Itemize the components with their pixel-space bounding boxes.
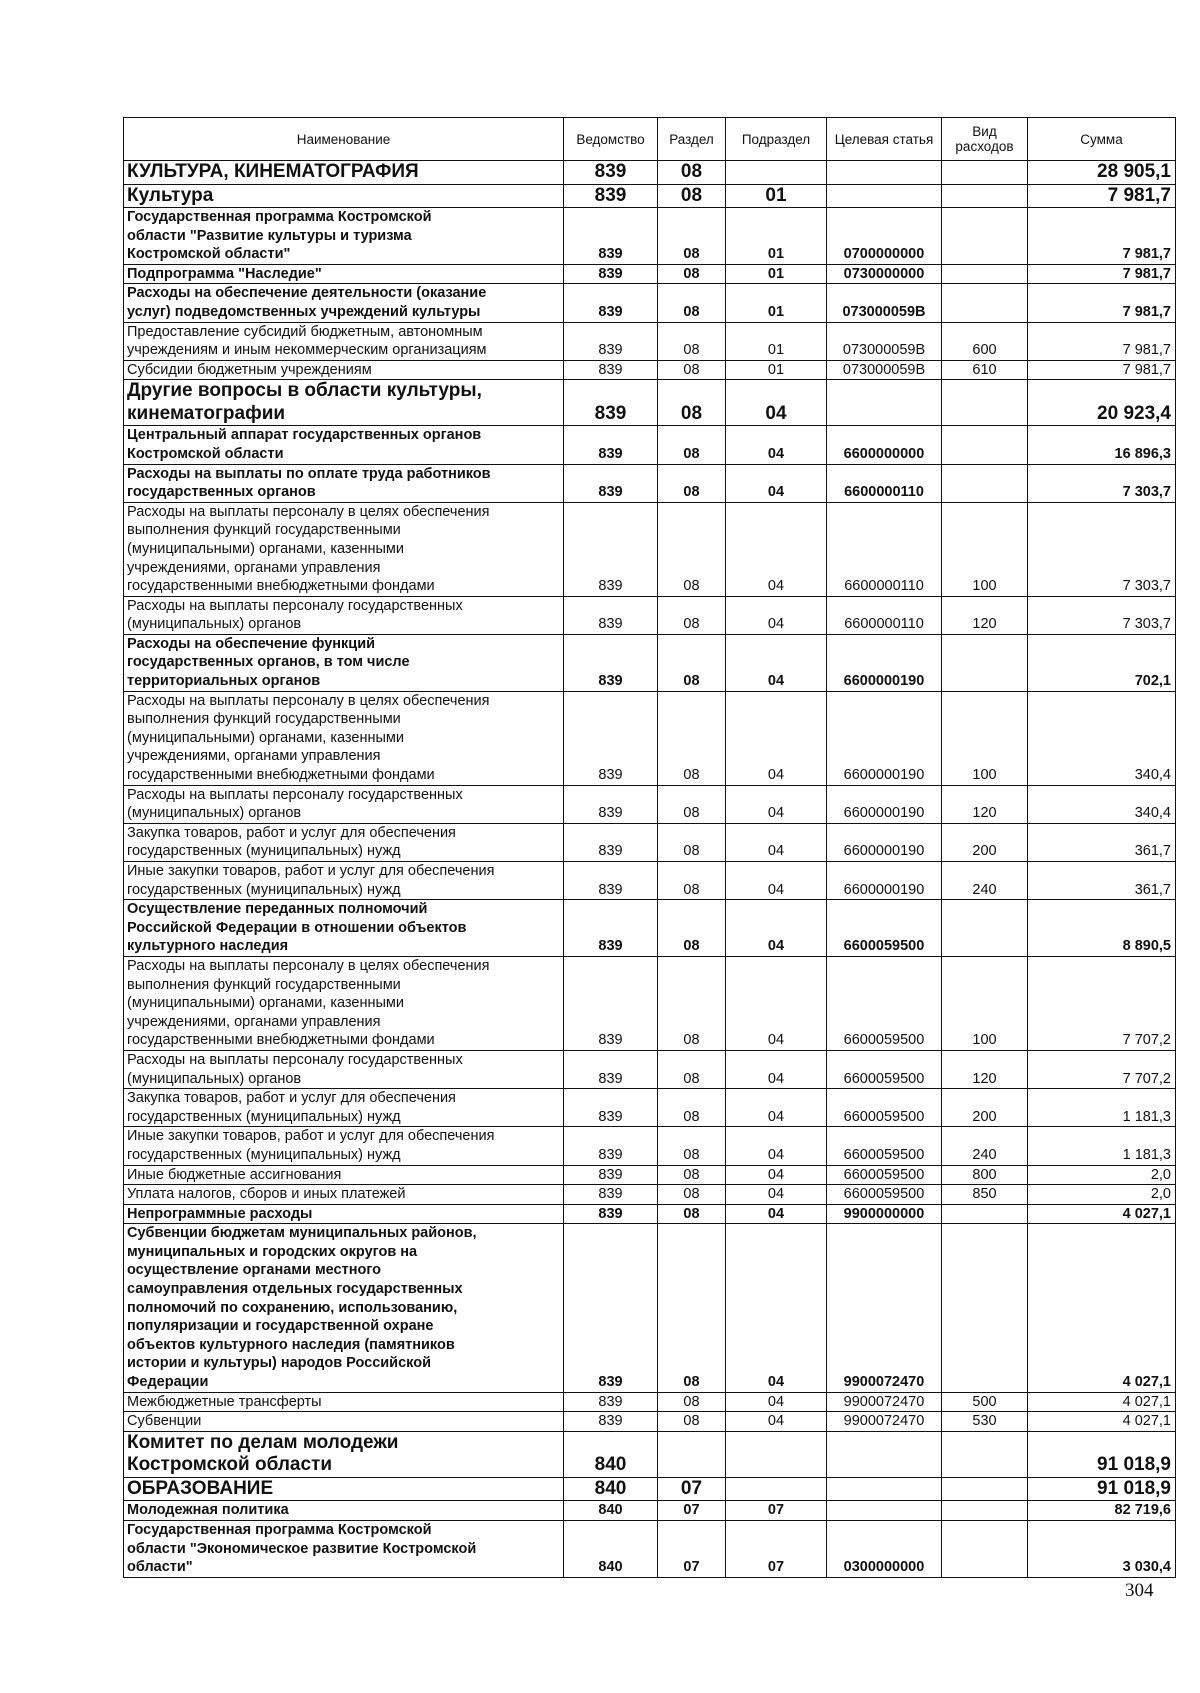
row-podrazdel: 04 bbox=[726, 464, 827, 502]
row-name: Расходы на выплаты персоналу государственных (муниципальных) органов bbox=[124, 785, 564, 823]
row-celevaya-statya: 0730000000 bbox=[827, 264, 942, 284]
row-summa: 340,4 bbox=[1028, 785, 1176, 823]
row-podrazdel: 04 bbox=[726, 1089, 827, 1127]
row-celevaya-statya: 073000059В bbox=[827, 322, 942, 360]
row-vedomstvo: 839 bbox=[564, 1050, 658, 1088]
row-name: Подпрограмма "Наследие" bbox=[124, 264, 564, 284]
row-vedomstvo: 839 bbox=[564, 360, 658, 380]
row-vid-raskhodov: 120 bbox=[942, 1050, 1028, 1088]
table-row bbox=[124, 1127, 1176, 1165]
row-vedomstvo: 840 bbox=[564, 1501, 658, 1521]
budget-table bbox=[123, 117, 1176, 1578]
row-razdel: 08 bbox=[658, 426, 726, 464]
row-podrazdel: 07 bbox=[726, 1520, 827, 1577]
row-name: Закупка товаров, работ и услуг для обеспечения государственных (муниципальных) нужд bbox=[124, 1089, 564, 1127]
row-podrazdel: 04 bbox=[726, 1204, 827, 1224]
table-row bbox=[124, 1165, 1176, 1185]
row-summa: 702,1 bbox=[1028, 634, 1176, 691]
table-row bbox=[124, 264, 1176, 284]
row-celevaya-statya: 6600059500 bbox=[827, 1165, 942, 1185]
row-vedomstvo: 839 bbox=[564, 1089, 658, 1127]
row-vid-raskhodov: 240 bbox=[942, 1127, 1028, 1165]
row-podrazdel: 04 bbox=[726, 900, 827, 957]
table-row bbox=[124, 426, 1176, 464]
row-vid-raskhodov: 240 bbox=[942, 862, 1028, 900]
table-row bbox=[124, 1050, 1176, 1088]
row-summa: 4 027,1 bbox=[1028, 1412, 1176, 1432]
row-name: КУЛЬТУРА, КИНЕМАТОГРАФИЯ bbox=[124, 161, 564, 185]
row-vedomstvo: 839 bbox=[564, 596, 658, 634]
row-summa: 8 890,5 bbox=[1028, 900, 1176, 957]
row-vid-raskhodov: 850 bbox=[942, 1185, 1028, 1205]
row-razdel: 08 bbox=[658, 691, 726, 785]
row-celevaya-statya: 6600059500 bbox=[827, 1185, 942, 1205]
row-vedomstvo: 839 bbox=[564, 956, 658, 1050]
row-name: Расходы на выплаты персоналу государственных (муниципальных) органов bbox=[124, 1050, 564, 1088]
row-podrazdel: 04 bbox=[726, 1165, 827, 1185]
row-razdel: 08 bbox=[658, 785, 726, 823]
row-celevaya-statya: 6600000110 bbox=[827, 464, 942, 502]
row-vid-raskhodov bbox=[942, 426, 1028, 464]
row-razdel: 08 bbox=[658, 161, 726, 185]
row-name: Предоставление субсидий бюджетным, автономным учреждениям и иным некоммерческим организациям bbox=[124, 322, 564, 360]
row-podrazdel: 04 bbox=[726, 596, 827, 634]
row-summa: 7 303,7 bbox=[1028, 502, 1176, 596]
row-razdel: 08 bbox=[658, 502, 726, 596]
row-vid-raskhodov: 100 bbox=[942, 691, 1028, 785]
row-celevaya-statya: 073000059В bbox=[827, 360, 942, 380]
row-celevaya-statya: 6600059500 bbox=[827, 1050, 942, 1088]
header-podrazdel: Подраздел bbox=[726, 118, 827, 161]
row-vid-raskhodov: 120 bbox=[942, 596, 1028, 634]
header-name: Наименование bbox=[124, 118, 564, 161]
row-name: Субсидии бюджетным учреждениям bbox=[124, 360, 564, 380]
table-header-row bbox=[124, 118, 1176, 161]
row-podrazdel: 01 bbox=[726, 264, 827, 284]
row-name: Расходы на выплаты персоналу в целях обеспечения выполнения функций государственными (муниципальными) органами, казенными учреждениями, органами управления государственными внебюджетными фондами bbox=[124, 691, 564, 785]
row-celevaya-statya: 6600000190 bbox=[827, 634, 942, 691]
row-summa: 4 027,1 bbox=[1028, 1204, 1176, 1224]
row-razdel: 08 bbox=[658, 1185, 726, 1205]
header-celevaya-statya: Целевая статья bbox=[827, 118, 942, 161]
row-razdel: 08 bbox=[658, 1412, 726, 1432]
table-row bbox=[124, 1501, 1176, 1521]
table-row bbox=[124, 691, 1176, 785]
row-summa: 4 027,1 bbox=[1028, 1392, 1176, 1412]
row-name: Государственная программа Костромской области "Развитие культуры и туризма Костромской области" bbox=[124, 208, 564, 265]
row-vedomstvo: 839 bbox=[564, 1224, 658, 1392]
row-vid-raskhodov bbox=[942, 634, 1028, 691]
row-name: Расходы на выплаты персоналу государственных (муниципальных) органов bbox=[124, 596, 564, 634]
row-vid-raskhodov: 200 bbox=[942, 823, 1028, 861]
table-row bbox=[124, 161, 1176, 185]
row-razdel: 08 bbox=[658, 264, 726, 284]
row-podrazdel: 04 bbox=[726, 426, 827, 464]
header-vid-raskhodov: Вид расходов bbox=[942, 118, 1028, 161]
table-row bbox=[124, 634, 1176, 691]
table-row bbox=[124, 1185, 1176, 1205]
row-podrazdel: 04 bbox=[726, 691, 827, 785]
row-podrazdel: 01 bbox=[726, 322, 827, 360]
row-celevaya-statya: 6600059500 bbox=[827, 1127, 942, 1165]
table-row bbox=[124, 1392, 1176, 1412]
table-row bbox=[124, 464, 1176, 502]
row-vid-raskhodov bbox=[942, 208, 1028, 265]
row-summa: 2,0 bbox=[1028, 1165, 1176, 1185]
row-vid-raskhodov bbox=[942, 464, 1028, 502]
row-name: Иные бюджетные ассигнования bbox=[124, 1165, 564, 1185]
row-name: Осуществление переданных полномочий Российской Федерации в отношении объектов культурного наследия bbox=[124, 900, 564, 957]
row-razdel: 08 bbox=[658, 862, 726, 900]
row-summa: 7 981,7 bbox=[1028, 360, 1176, 380]
row-razdel bbox=[658, 1431, 726, 1477]
row-vedomstvo: 839 bbox=[564, 823, 658, 861]
row-vedomstvo: 839 bbox=[564, 426, 658, 464]
row-celevaya-statya: 073000059В bbox=[827, 284, 942, 322]
header-summa: Сумма bbox=[1028, 118, 1176, 161]
row-vedomstvo: 839 bbox=[564, 785, 658, 823]
row-summa: 7 981,7 bbox=[1028, 184, 1176, 208]
row-razdel: 08 bbox=[658, 1089, 726, 1127]
row-razdel: 08 bbox=[658, 1224, 726, 1392]
row-podrazdel: 04 bbox=[726, 634, 827, 691]
row-celevaya-statya: 9900072470 bbox=[827, 1392, 942, 1412]
row-podrazdel: 04 bbox=[726, 823, 827, 861]
row-celevaya-statya bbox=[827, 184, 942, 208]
table-row bbox=[124, 1431, 1176, 1477]
table-body bbox=[124, 161, 1176, 1578]
row-razdel: 08 bbox=[658, 1204, 726, 1224]
row-podrazdel bbox=[726, 161, 827, 185]
table-row bbox=[124, 1089, 1176, 1127]
row-summa: 28 905,1 bbox=[1028, 161, 1176, 185]
table-row bbox=[124, 322, 1176, 360]
row-vedomstvo: 839 bbox=[564, 161, 658, 185]
table-row bbox=[124, 284, 1176, 322]
row-razdel: 08 bbox=[658, 956, 726, 1050]
row-podrazdel: 01 bbox=[726, 284, 827, 322]
row-razdel: 08 bbox=[658, 1392, 726, 1412]
row-razdel: 07 bbox=[658, 1477, 726, 1501]
row-celevaya-statya bbox=[827, 380, 942, 426]
row-vid-raskhodov: 800 bbox=[942, 1165, 1028, 1185]
row-vedomstvo: 840 bbox=[564, 1431, 658, 1477]
row-summa: 91 018,9 bbox=[1028, 1477, 1176, 1501]
row-celevaya-statya: 0700000000 bbox=[827, 208, 942, 265]
row-summa: 20 923,4 bbox=[1028, 380, 1176, 426]
table-row bbox=[124, 785, 1176, 823]
row-vedomstvo: 839 bbox=[564, 1165, 658, 1185]
row-podrazdel: 01 bbox=[726, 360, 827, 380]
row-podrazdel: 04 bbox=[726, 956, 827, 1050]
row-razdel: 08 bbox=[658, 1127, 726, 1165]
row-razdel: 08 bbox=[658, 596, 726, 634]
row-vid-raskhodov bbox=[942, 1520, 1028, 1577]
row-podrazdel: 04 bbox=[726, 1127, 827, 1165]
row-summa: 7 707,2 bbox=[1028, 1050, 1176, 1088]
row-razdel: 08 bbox=[658, 634, 726, 691]
row-summa: 7 981,7 bbox=[1028, 322, 1176, 360]
table-row bbox=[124, 862, 1176, 900]
table-row bbox=[124, 1477, 1176, 1501]
row-name: Межбюджетные трансферты bbox=[124, 1392, 564, 1412]
row-name: Расходы на выплаты персоналу в целях обеспечения выполнения функций государственными (муниципальными) органами, казенными учреждениями, органами управления государственными внебюджетными фондами bbox=[124, 956, 564, 1050]
row-podrazdel: 01 bbox=[726, 184, 827, 208]
row-celevaya-statya: 6600000000 bbox=[827, 426, 942, 464]
row-vid-raskhodov: 200 bbox=[942, 1089, 1028, 1127]
row-celevaya-statya: 6600000190 bbox=[827, 823, 942, 861]
row-name: Непрограммные расходы bbox=[124, 1204, 564, 1224]
row-vedomstvo: 839 bbox=[564, 322, 658, 360]
row-summa: 82 719,6 bbox=[1028, 1501, 1176, 1521]
row-razdel: 08 bbox=[658, 184, 726, 208]
row-podrazdel: 04 bbox=[726, 1050, 827, 1088]
table-row bbox=[124, 1224, 1176, 1392]
table-row bbox=[124, 1204, 1176, 1224]
row-podrazdel: 04 bbox=[726, 862, 827, 900]
row-razdel: 08 bbox=[658, 823, 726, 861]
row-name: Субвенции бюджетам муниципальных районов, муниципальных и городских округов на осуществление органами местного самоуправления отдельных государственных полномочий по сохранению, использованию, популяризации и государственной охране объектов культурного наследия (памятников истории и культуры) народов Российской Федерации bbox=[124, 1224, 564, 1392]
row-vid-raskhodov bbox=[942, 1477, 1028, 1501]
row-name: Центральный аппарат государственных органов Костромской области bbox=[124, 426, 564, 464]
row-name: Молодежная политика bbox=[124, 1501, 564, 1521]
row-vid-raskhodov bbox=[942, 1501, 1028, 1521]
row-celevaya-statya: 6600059500 bbox=[827, 956, 942, 1050]
row-razdel: 07 bbox=[658, 1501, 726, 1521]
row-razdel: 08 bbox=[658, 380, 726, 426]
table-row bbox=[124, 208, 1176, 265]
row-vedomstvo: 839 bbox=[564, 464, 658, 502]
row-celevaya-statya: 6600059500 bbox=[827, 1089, 942, 1127]
row-vedomstvo: 839 bbox=[564, 208, 658, 265]
table-row bbox=[124, 596, 1176, 634]
header-razdel: Раздел bbox=[658, 118, 726, 161]
row-summa: 361,7 bbox=[1028, 823, 1176, 861]
row-podrazdel: 04 bbox=[726, 1412, 827, 1432]
row-summa: 7 303,7 bbox=[1028, 464, 1176, 502]
row-razdel: 08 bbox=[658, 1050, 726, 1088]
row-podrazdel: 04 bbox=[726, 380, 827, 426]
row-vedomstvo: 840 bbox=[564, 1477, 658, 1501]
row-summa: 3 030,4 bbox=[1028, 1520, 1176, 1577]
row-vid-raskhodov bbox=[942, 184, 1028, 208]
table-row bbox=[124, 380, 1176, 426]
row-razdel: 08 bbox=[658, 464, 726, 502]
row-celevaya-statya bbox=[827, 1477, 942, 1501]
row-vid-raskhodov bbox=[942, 380, 1028, 426]
row-summa: 7 303,7 bbox=[1028, 596, 1176, 634]
row-vid-raskhodov bbox=[942, 161, 1028, 185]
row-vid-raskhodov bbox=[942, 264, 1028, 284]
row-celevaya-statya: 6600000110 bbox=[827, 502, 942, 596]
row-vedomstvo: 839 bbox=[564, 264, 658, 284]
row-summa: 1 181,3 bbox=[1028, 1089, 1176, 1127]
row-vid-raskhodov: 120 bbox=[942, 785, 1028, 823]
row-podrazdel: 04 bbox=[726, 1224, 827, 1392]
row-vedomstvo: 840 bbox=[564, 1520, 658, 1577]
row-vedomstvo: 839 bbox=[564, 634, 658, 691]
row-name: Расходы на обеспечение деятельности (оказание услуг) подведомственных учреждений культуры bbox=[124, 284, 564, 322]
row-celevaya-statya bbox=[827, 161, 942, 185]
row-name: ОБРАЗОВАНИЕ bbox=[124, 1477, 564, 1501]
row-vid-raskhodov bbox=[942, 1224, 1028, 1392]
row-vid-raskhodov: 100 bbox=[942, 956, 1028, 1050]
row-razdel: 08 bbox=[658, 1165, 726, 1185]
row-name: Закупка товаров, работ и услуг для обеспечения государственных (муниципальных) нужд bbox=[124, 823, 564, 861]
row-name: Комитет по делам молодежи Костромской области bbox=[124, 1431, 564, 1477]
table-row bbox=[124, 184, 1176, 208]
row-vedomstvo: 839 bbox=[564, 284, 658, 322]
table-row bbox=[124, 360, 1176, 380]
row-celevaya-statya: 9900072470 bbox=[827, 1412, 942, 1432]
row-vid-raskhodov: 610 bbox=[942, 360, 1028, 380]
row-vedomstvo: 839 bbox=[564, 502, 658, 596]
row-vid-raskhodov bbox=[942, 1204, 1028, 1224]
row-razdel: 07 bbox=[658, 1520, 726, 1577]
row-celevaya-statya: 0300000000 bbox=[827, 1520, 942, 1577]
row-vid-raskhodov bbox=[942, 284, 1028, 322]
row-celevaya-statya: 9900072470 bbox=[827, 1224, 942, 1392]
row-name: Культура bbox=[124, 184, 564, 208]
row-vid-raskhodov: 600 bbox=[942, 322, 1028, 360]
row-name: Уплата налогов, сборов и иных платежей bbox=[124, 1185, 564, 1205]
row-celevaya-statya: 6600000110 bbox=[827, 596, 942, 634]
row-name: Расходы на обеспечение функций государственных органов, в том числе территориальных органов bbox=[124, 634, 564, 691]
row-razdel: 08 bbox=[658, 360, 726, 380]
row-vid-raskhodov: 100 bbox=[942, 502, 1028, 596]
row-podrazdel: 01 bbox=[726, 208, 827, 265]
row-vedomstvo: 839 bbox=[564, 1204, 658, 1224]
row-vid-raskhodov: 500 bbox=[942, 1392, 1028, 1412]
row-razdel: 08 bbox=[658, 900, 726, 957]
row-summa: 16 896,3 bbox=[1028, 426, 1176, 464]
row-vedomstvo: 839 bbox=[564, 691, 658, 785]
row-name: Расходы на выплаты персоналу в целях обеспечения выполнения функций государственными (муниципальными) органами, казенными учреждениями, органами управления государственными внебюджетными фондами bbox=[124, 502, 564, 596]
row-celevaya-statya: 6600000190 bbox=[827, 691, 942, 785]
row-summa: 7 981,7 bbox=[1028, 264, 1176, 284]
row-celevaya-statya: 6600000190 bbox=[827, 862, 942, 900]
row-name: Иные закупки товаров, работ и услуг для обеспечения государственных (муниципальных) нужд bbox=[124, 1127, 564, 1165]
row-name: Субвенции bbox=[124, 1412, 564, 1432]
row-vedomstvo: 839 bbox=[564, 862, 658, 900]
table-row bbox=[124, 502, 1176, 596]
row-razdel: 08 bbox=[658, 284, 726, 322]
row-celevaya-statya bbox=[827, 1501, 942, 1521]
row-podrazdel bbox=[726, 1431, 827, 1477]
row-podrazdel: 04 bbox=[726, 502, 827, 596]
row-summa: 4 027,1 bbox=[1028, 1224, 1176, 1392]
row-summa: 2,0 bbox=[1028, 1185, 1176, 1205]
row-summa: 340,4 bbox=[1028, 691, 1176, 785]
row-vid-raskhodov: 530 bbox=[942, 1412, 1028, 1432]
row-vedomstvo: 839 bbox=[564, 1412, 658, 1432]
row-podrazdel: 04 bbox=[726, 1185, 827, 1205]
row-vedomstvo: 839 bbox=[564, 380, 658, 426]
row-summa: 7 981,7 bbox=[1028, 284, 1176, 322]
row-podrazdel bbox=[726, 1477, 827, 1501]
row-celevaya-statya: 9900000000 bbox=[827, 1204, 942, 1224]
table-row bbox=[124, 1412, 1176, 1432]
row-vid-raskhodov bbox=[942, 900, 1028, 957]
row-podrazdel: 07 bbox=[726, 1501, 827, 1521]
row-name: Государственная программа Костромской области "Экономическое развитие Костромской области" bbox=[124, 1520, 564, 1577]
row-razdel: 08 bbox=[658, 208, 726, 265]
page-number: 304 bbox=[1125, 1580, 1154, 1601]
row-name: Другие вопросы в области культуры, кинематографии bbox=[124, 380, 564, 426]
row-summa: 1 181,3 bbox=[1028, 1127, 1176, 1165]
row-celevaya-statya: 6600000190 bbox=[827, 785, 942, 823]
row-summa: 91 018,9 bbox=[1028, 1431, 1176, 1477]
row-name: Расходы на выплаты по оплате труда работников государственных органов bbox=[124, 464, 564, 502]
row-vedomstvo: 839 bbox=[564, 184, 658, 208]
row-podrazdel: 04 bbox=[726, 785, 827, 823]
row-vedomstvo: 839 bbox=[564, 1127, 658, 1165]
row-podrazdel: 04 bbox=[726, 1392, 827, 1412]
row-razdel: 08 bbox=[658, 322, 726, 360]
row-celevaya-statya bbox=[827, 1431, 942, 1477]
table-row bbox=[124, 900, 1176, 957]
row-summa: 361,7 bbox=[1028, 862, 1176, 900]
row-vedomstvo: 839 bbox=[564, 1392, 658, 1412]
row-vedomstvo: 839 bbox=[564, 900, 658, 957]
table-row bbox=[124, 956, 1176, 1050]
header-vedomstvo: Ведомство bbox=[564, 118, 658, 161]
row-vid-raskhodov bbox=[942, 1431, 1028, 1477]
table-row bbox=[124, 1520, 1176, 1577]
row-summa: 7 707,2 bbox=[1028, 956, 1176, 1050]
table-row bbox=[124, 823, 1176, 861]
row-vedomstvo: 839 bbox=[564, 1185, 658, 1205]
row-celevaya-statya: 6600059500 bbox=[827, 900, 942, 957]
row-name: Иные закупки товаров, работ и услуг для обеспечения государственных (муниципальных) нужд bbox=[124, 862, 564, 900]
row-summa: 7 981,7 bbox=[1028, 208, 1176, 265]
